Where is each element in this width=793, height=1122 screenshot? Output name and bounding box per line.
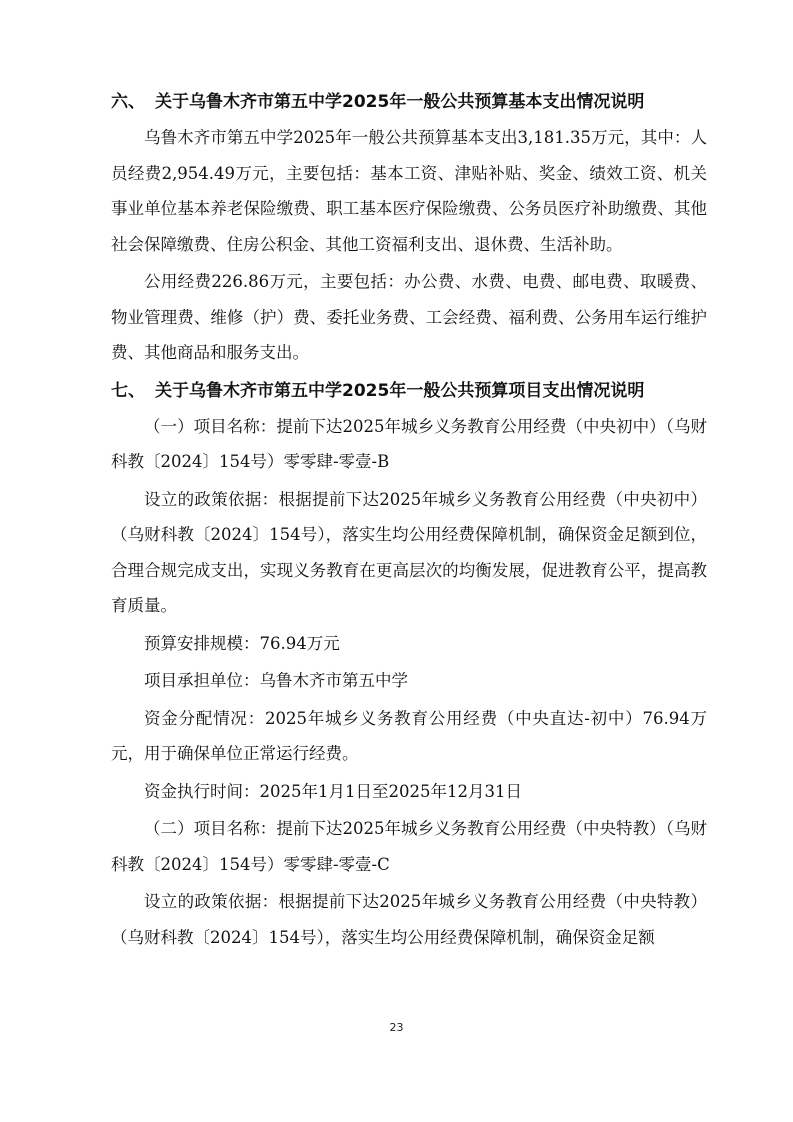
project-1-basis: 设立的政策依据：根据提前下达2025年城乡义务教育公用经费（中央初中）（乌财科教〔2024〕154号），落实生均公用经费保障机制，确保资金足额到位，合理合规完成支出，实现义务教育在更高层次的均衡发展，促进教育公平，提高教育质量。: [111, 489, 707, 615]
section-7-number: 七、: [111, 380, 145, 401]
project-1-allocation: 资金分配情况：2025年城乡义务教育公用经费（中央直达-初中）76.94万元，用于确保单位正常运行经费。: [111, 708, 707, 763]
section-6-title: 关于乌鲁木齐市第五中学2025年一般公共预算基本支出情况说明: [155, 92, 645, 112]
page-number: 23: [389, 1021, 404, 1034]
public-expenses-paragraph: 公用经费226.86万元，主要包括：办公费、水费、电费、邮电费、取暖费、物业管理费、维修（护）费、委托业务费、工会经费、福利费、公务用车运行维护费、其他商品和服务支出。: [111, 272, 707, 362]
project-2-name: （二）项目名称：提前下达2025年城乡义务教育公用经费（中央特教）（乌财科教〔2024〕154号）零零肆-零壹-C: [111, 819, 707, 874]
project-1-period: 资金执行时间：2025年1月1日至2025年12月31日: [144, 781, 522, 801]
section-6-number: 六、: [111, 92, 145, 112]
section-6-heading: [111, 84, 707, 120]
project-1-name: （一）项目名称：提前下达2025年城乡义务教育公用经费（中央初中）（乌财科教〔2024〕154号）零零肆-零壹-B: [111, 416, 707, 471]
project-2-basis: 设立的政策依据：根据提前下达2025年城乡义务教育公用经费（中央特教）（乌财科教〔2024〕154号），落实生均公用经费保障机制，确保资金足额: [111, 892, 707, 947]
section-7-heading: [111, 373, 707, 409]
project-1-scale: 预算安排规模：76.94万元: [144, 633, 340, 653]
basic-expenditure-paragraph: 乌鲁木齐市第五中学2025年一般公共预算基本支出3,181.35万元，其中：人员经费2,954.49万元，主要包括：基本工资、津贴补贴、奖金、绩效工资、机关事业单位基本养老保险缴费、职工基本医疗保险缴费、公务员医疗补助缴费、其他社会保障缴费、住房公积金、其他工资福利支出、退休费、生活补助。: [111, 128, 707, 254]
document-body: [111, 84, 707, 957]
project-1-unit: 项目承担单位：乌鲁木齐市第五中学: [144, 671, 408, 690]
section-7-title: 关于乌鲁木齐市第五中学2025年一般公共预算项目支出情况说明: [155, 380, 645, 401]
